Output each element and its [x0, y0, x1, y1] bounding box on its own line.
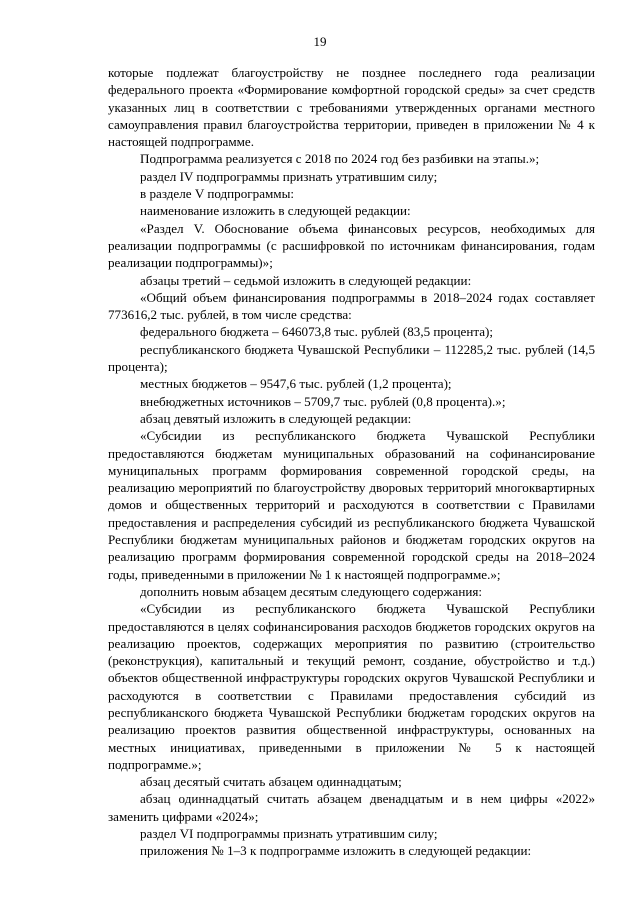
paragraph: федерального бюджета – 646073,8 тыс. рублей (83,5 процента); — [140, 324, 494, 340]
paragraph: «Раздел V. Обоснование объема финансовых ресурсов, необходимых для реализации подпрограммы (с расшифровкой по источникам финансирования, годам реализации подпрограммы)»; — [108, 220, 595, 271]
paragraph: «Субсидии из республиканского бюджета Чувашской Республики предоставляются бюджетам муниципальных образований на софинансирование муниципальных программ формирования современной городской среды, на реализацию мероприятий по благоустройству дворовых территорий многоквартирных домов и общественных территорий и расходуются в соответствии с Правилами предоставления и распределения субсидий из республиканского бюджета Чувашской Республики бюджетам муниципальных районов и бюджетам городских округов на реализацию программ формирования современной городской среды на 2018–2024 годы, приведенными в приложении № 1 к настоящей подпрограмме.»; — [108, 428, 595, 582]
paragraph: «Общий объем финансирования подпрограммы в 2018–2024 годах составляет 773616,2 тыс. рублей, в том числе средства: — [108, 289, 595, 323]
paragraph: местных бюджетов – 9547,6 тыс. рублей (1,2 процента); — [140, 376, 452, 392]
paragraph: Подпрограмма реализуется с 2018 по 2024 год без разбивки на этапы.»; — [140, 151, 540, 167]
paragraph: дополнить новым абзацем десятым следующего содержания: — [140, 583, 483, 599]
page-number: 19 — [313, 34, 327, 49]
paragraph: абзац девятый изложить в следующей редакции: — [140, 410, 412, 426]
paragraph: раздел VI подпрограммы признать утратившим силу; — [140, 826, 438, 842]
paragraph: республиканского бюджета Чувашской Республики – 112285,2 тыс. рублей (14,5 процента); — [108, 341, 595, 375]
paragraph: раздел IV подпрограммы признать утратившим силу; — [140, 168, 438, 184]
paragraph: «Субсидии из республиканского бюджета Чувашской Республики предоставляются в целях софинансирования расходов бюджетов городских округов на реализацию проектов, содержащих мероприятия по развитию (строительство (реконструкция), капитальный и текущий ремонт, создание, обустройство и т.д.) объектов общественной инфраструктуры городских округов Чувашской Республики и расходуются в соответствии с Правилами предоставления субсидий из республиканского бюджета Чувашской Республики бюджетам городских округов на реализацию проектов развития общественной инфраструктуры, основанных на местных инициативах, приведенными в приложении № 5 к настоящей подпрограмме.»; — [108, 601, 595, 772]
paragraph: наименование изложить в следующей редакции: — [140, 203, 411, 219]
paragraph: абзацы третий – седьмой изложить в следующей редакции: — [140, 272, 472, 288]
paragraph: абзац десятый считать абзацем одиннадцатым; — [140, 774, 402, 790]
paragraph: внебюджетных источников – 5709,7 тыс. рублей (0,8 процента).»; — [140, 393, 506, 409]
paragraph: абзац одиннадцатый считать абзацем двенадцатым и в нем цифры «2022» заменить цифрами «2024»; — [108, 791, 595, 824]
document-body — [108, 64, 595, 860]
paragraph-continuation: которые подлежат благоустройству не позднее последнего года реализации федерального проекта «Формирование комфортной городской среды» за счет средств указанных лиц в соответствии с требованиями утвержденных органами местного самоуправления правил благоустройства территории, приведен в приложении № 4 к настоящей подпрограмме. — [108, 65, 595, 150]
paragraph: в разделе V подпрограммы: — [140, 186, 295, 202]
paragraph: приложения № 1–3 к подпрограмме изложить в следующей редакции: — [140, 843, 532, 859]
